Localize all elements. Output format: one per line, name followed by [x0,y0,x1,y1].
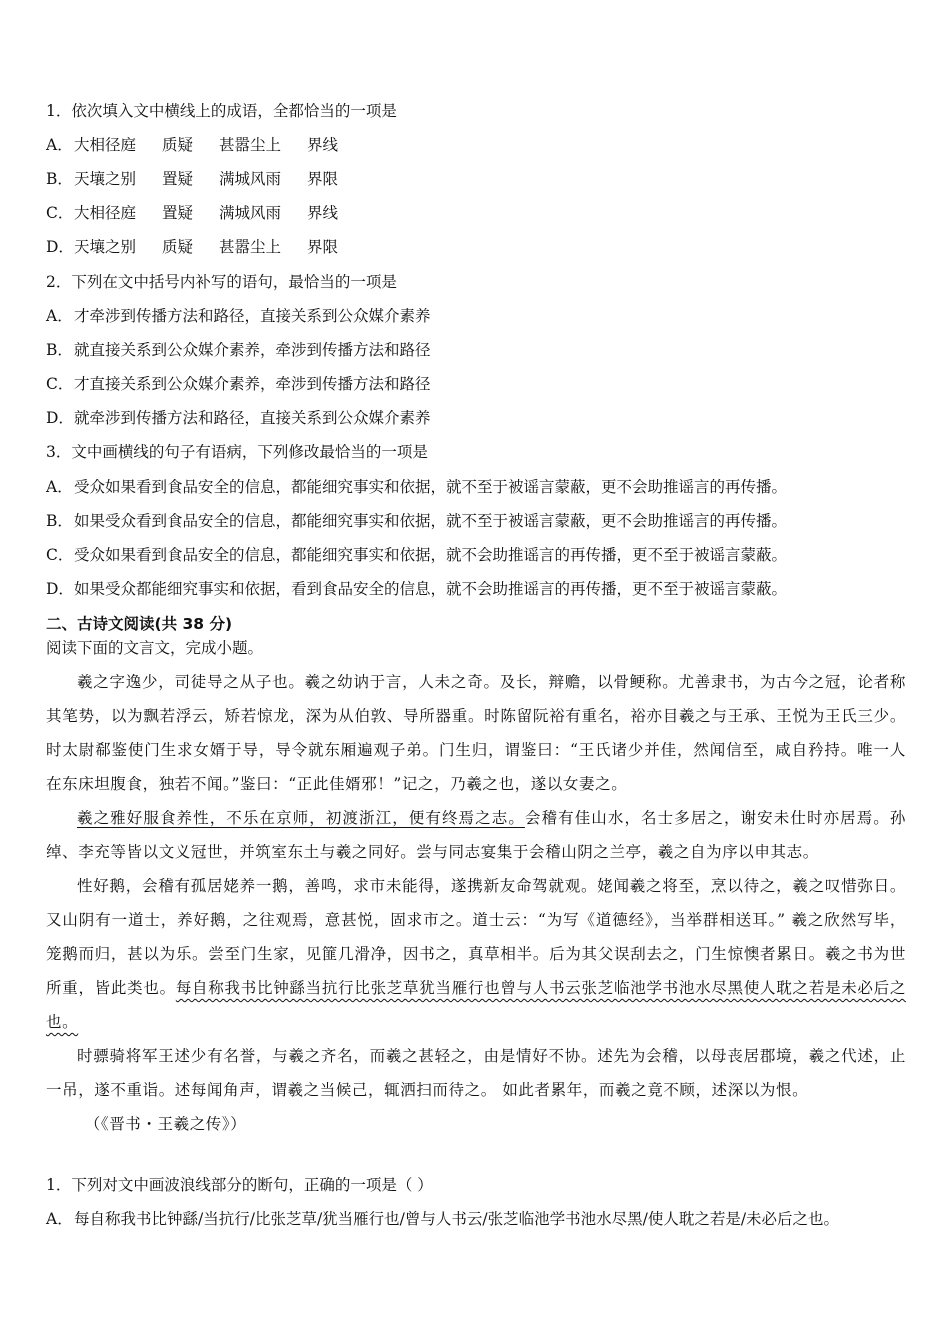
option-text: 每自称我书比钟繇/当抗行/比张芝草/犹当雁行也/曾与人书云/张芝临池学书池水尽黑/使人耽之若是/未必后之也。 [74,1210,840,1228]
option-label: C． [46,546,74,564]
question-1-option-a[interactable] [46,135,364,155]
option-item: 满城风雨 [219,204,282,222]
option-label: B． [46,341,73,359]
passage-text: 会稽有佳山水，名士多居之，谢安未仕时亦居焉。孙绰、李充等皆以文义冠世，并筑室东土与羲之同好。尝与同志宴集于会稽山阴之兰亭，羲之自为序以申其志。 [46,809,906,861]
option-item: 甚嚣尘上 [219,136,282,154]
option-item: 甚嚣尘上 [219,238,282,256]
option-item: 界线 [307,136,339,154]
option-item: 大相径庭 [74,204,137,222]
sub-question-1-option-a[interactable] [46,1209,839,1229]
option-text: 如果受众看到食品安全的信息，都能细究事实和依据，就不至于被谣言蒙蔽，更不会助推谣言的再传播。 [74,512,788,530]
option-text: 才牵涉到传播方法和路径，直接关系到公众媒介素养 [74,307,431,325]
wavy-underlined-text: 每自称我书比钟繇当抗行比张芝草犹当雁行也曾与人书云张芝临池学书池水尽黑使人耽之若是未必后之也。 [46,979,906,1031]
option-label: B． [46,512,73,530]
option-text: 就牵涉到传播方法和路径，直接关系到公众媒介素养 [74,409,431,427]
option-text: 受众如果看到食品安全的信息，都能细究事实和依据，就不会助推谣言的再传播，更不至于被谣言蒙蔽。 [74,546,788,564]
passage-paragraph-1: 羲之字逸少，司徒导之从子也。羲之幼讷于言，人未之奇。及长，辩赡，以骨鲠称。尤善隶书，为古今之冠，论者称其笔势，以为飘若浮云，矫若惊龙，深为从伯敦、导所器重。时陈留阮裕有重名，裕亦目羲之与王承、王悦为王氏三少。时太尉郗鉴使门生求女婿于导，导令就东厢遍观子弟。门生归，谓鉴曰：“王氏诸少并佳，然闻信至，咸自矜持。唯一人在东床坦腹食，独若不闻。”鉴曰：“正此佳婿邪！”记之，乃羲之也，遂以女妻之。 [46,673,906,793]
question-3-stem: 3．文中画横线的句子有语病，下列修改最恰当的一项是 [46,443,428,461]
option-label: D． [46,238,74,256]
option-item: 天壤之别 [74,170,137,188]
question-2-stem: 2．下列在文中括号内补写的语句，最恰当的一项是 [46,273,397,291]
question-2-option-c[interactable] [46,374,431,394]
option-label: D． [46,580,74,598]
question-2-option-a[interactable] [46,306,431,326]
option-label: C． [46,375,74,393]
option-item: 质疑 [162,238,194,256]
option-item: 满城风雨 [219,170,282,188]
question-1-option-c[interactable] [46,203,364,223]
passage-source: （《晋书・王羲之传》） [84,1115,247,1133]
option-item: 置疑 [162,170,194,188]
passage-paragraph-2 [46,801,906,869]
question-2-option-b[interactable] [46,340,431,360]
question-1-option-d[interactable] [46,237,364,257]
option-text: 才直接关系到公众媒介素养，牵涉到传播方法和路径 [74,375,431,393]
option-item: 大相径庭 [74,136,137,154]
option-label: A． [46,478,73,496]
option-item: 界限 [307,170,339,188]
option-item: 界线 [307,204,339,222]
question-3-option-b[interactable] [46,511,787,531]
option-item: 质疑 [162,136,194,154]
option-item: 界限 [307,238,339,256]
passage-paragraph-4: 时骠骑将军王述少有名誉，与羲之齐名，而羲之甚轻之，由是情好不协。述先为会稽，以母丧居郡境，羲之代述，止一吊，遂不重诣。述每闻角声，谓羲之当候己，辄洒扫而待之。 如此者累年，而羲之竟不顾，述深以为恨。 [46,1047,906,1099]
section-instruction: 阅读下面的文言文，完成小题。 [46,639,264,657]
option-text: 如果受众都能细究事实和依据，看到食品安全的信息，就不会助推谣言的再传播，更不至于被谣言蒙蔽。 [74,580,788,598]
option-item: 天壤之别 [74,238,137,256]
option-text: 就直接关系到公众媒介素养，牵涉到传播方法和路径 [74,341,431,359]
option-label: D． [46,409,74,427]
option-label: B． [46,170,73,188]
classical-passage [46,665,906,1141]
option-label: A． [46,307,73,325]
passage-text: 性好鹅，会稽有孤居姥养一鹅，善鸣，求市未能得，遂携新友命驾就观。姥闻羲之将至，烹以待之，羲之叹惜弥日。又山阴有一道士，养好鹅，之往观焉，意甚悦，固求市之。道士云：“为写《道德经》，当举群相送耳。” 羲之欣然写毕，笼鹅而归，甚以为乐。尝至门生家，见篚几滑净，因书之，真草相半。后为其父误刮去之，门生惊懊者累日。羲之书为世所重，皆此类也。 [46,877,906,997]
question-1-stem: 1．依次填入文中横线上的成语，全都恰当的一项是 [46,102,397,120]
question-3-option-d[interactable] [46,579,787,599]
option-item: 置疑 [162,204,194,222]
option-label: C． [46,204,74,222]
underlined-sentence: 羲之雅好服食养性，不乐在京师，初渡浙江，便有终焉之志。 [77,809,525,827]
option-label: A． [46,1210,73,1228]
question-3-option-c[interactable] [46,545,787,565]
question-3-option-a[interactable] [46,477,787,497]
passage-paragraph-3 [46,869,906,1039]
section-title: 二、古诗文阅读(共 38 分) [46,615,233,633]
option-text: 受众如果看到食品安全的信息，都能细究事实和依据，就不至于被谣言蒙蔽，更不会助推谣言的再传播。 [74,478,788,496]
question-1-option-b[interactable] [46,169,364,189]
question-2-option-d[interactable] [46,408,431,428]
sub-question-1-stem: 1．下列对文中画波浪线部分的断句，正确的一项是（ ） [46,1176,433,1194]
option-label: A． [46,136,73,154]
